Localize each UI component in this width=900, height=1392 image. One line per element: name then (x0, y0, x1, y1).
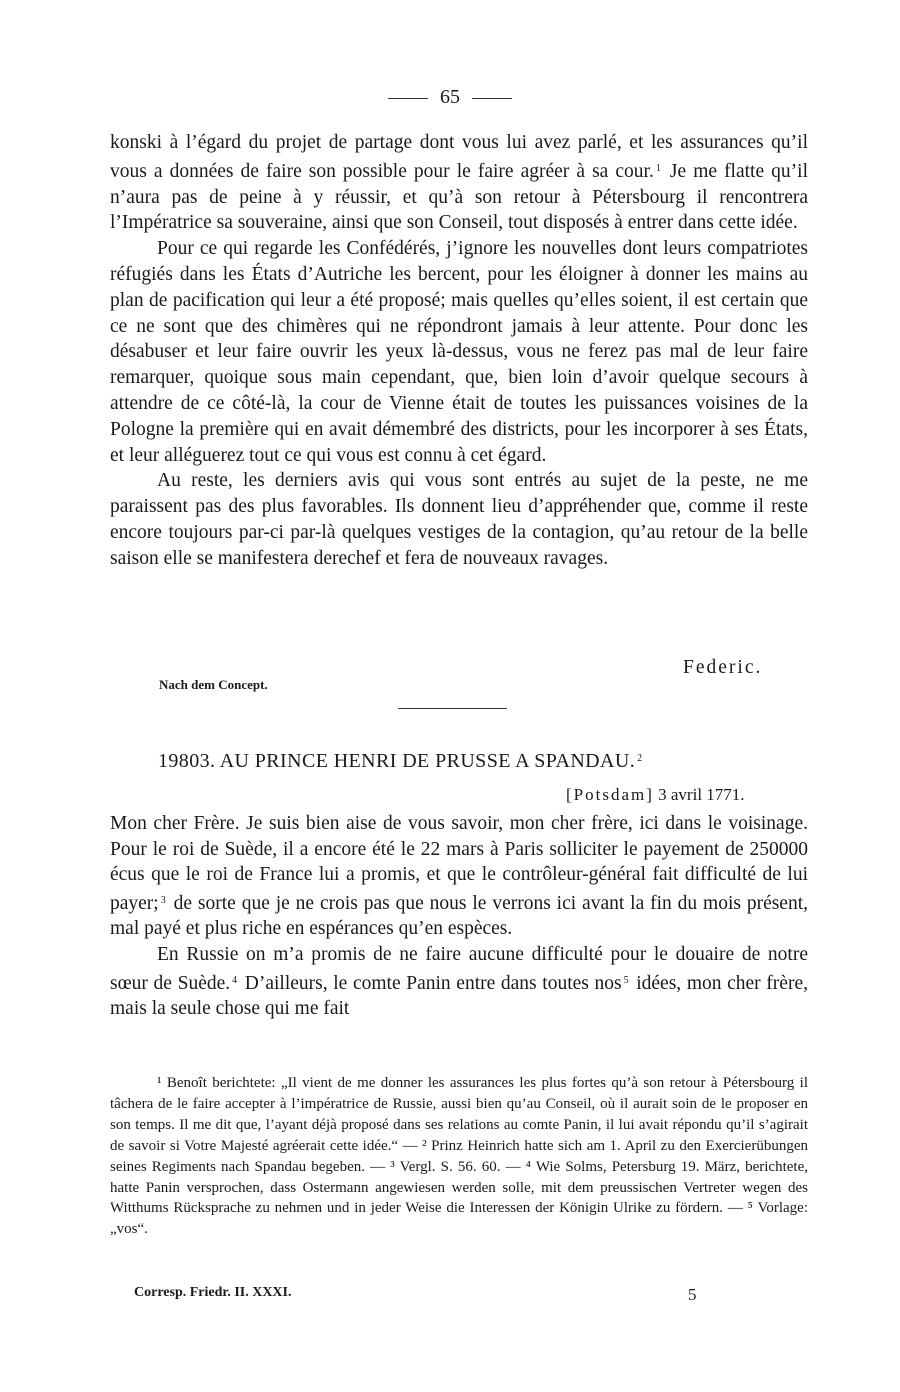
header-rule-left (388, 98, 428, 99)
paragraph (110, 811, 808, 942)
paragraph: Au reste, les derniers avis qui vous sont entrés au sujet de la peste, ne me paraissent pas des plus favorables. Ils donnent lieu d’appréhender que, comme il reste encore toujours par-ci par-là quelques vestiges de la contagion, qu’au retour de la belle saison elle se manifestera derechef et fera de nouveaux ravages. (110, 470, 808, 569)
letter-continuation (110, 130, 808, 572)
signature-mark: 5 (688, 1285, 697, 1304)
date-place: [Potsdam] (566, 785, 654, 804)
footnote-ref: 3 (160, 894, 166, 906)
paragraph-text: de sorte que je ne crois pas que nous le verrons ici avant la fin du mois présent, mal payé et plus riche en espérances qu’en espèces. (110, 892, 809, 940)
footnote-ref: 2 (637, 753, 643, 764)
paragraph: Pour ce qui regarde les Confédérés, j’ignore les nouvelles dont leurs compatriotes réfugiés dans les États d’Autriche les bercent, pour les éloigner à donner les mains au plan de pacification qui leur a été proposé; mais quelles qu’elles soient, il est certain que ce ne sont que des chimères qui ne répondront jamais à leur attente. Pour donc les désabuser et leur faire ouvrir les yeux là-dessus, vous ne ferez pas mal de leur faire remarquer, quoique sous main cependant, que, bien loin d’avoir quelque secours à attendre de ce côté-là, la cour de Vienne était de toutes les puissances voisines de la Pologne la première qui en avait démembré des districts, pour les incorporer à ses États, et leur alléguerez tout ce qui vous est connu à cet égard. (110, 238, 808, 466)
footnote-ref: 4 (232, 974, 238, 986)
letter-heading-text: 19803. AU PRINCE HENRI DE PRUSSE A SPANDAU. (158, 750, 636, 772)
source-note: Nach dem Concept. (159, 677, 268, 692)
footer-source: Corresp. Friedr. II. XXXI. (134, 1285, 292, 1300)
section-divider (398, 708, 507, 709)
paragraph-text: konski à l’égard du projet de partage dont vous lui avez parlé, et les assurances qu’il vous a données de faire son possible pour le faire agréer à sa cour. (110, 132, 808, 182)
footnotes (110, 1073, 808, 1240)
letter-body (110, 811, 808, 1022)
letter-heading (158, 750, 645, 773)
letter-dateline (566, 785, 745, 805)
date-day: 3 avril 1771. (658, 785, 745, 804)
page-number: 65 (440, 86, 460, 108)
footnote-ref: 1 (655, 162, 661, 174)
paragraph-text: Je me flatte qu’il n’aura pas de peine à y réussir, et qu’à son retour à Pétersbourg il rencontrera l’Impératrice sa souveraine, ainsi que son Conseil, tout disposés à entrer dans cette idée. (110, 160, 809, 234)
header-rule-right (472, 98, 512, 99)
signature: Federic. (683, 657, 763, 678)
paragraph-text: En Russie on m’a promis de ne faire aucune difficulté pour le douaire de notre sœur de Suède. (110, 943, 808, 994)
paragraph (110, 130, 808, 236)
paragraph-text: idées, mon cher frère, mais la seule chose qui me fait (110, 972, 808, 1020)
paragraph-text: D’ailleurs, le comte Panin entre dans toutes nos (244, 972, 622, 994)
page-header (0, 86, 900, 109)
footnote-ref: 5 (623, 974, 629, 986)
paragraph (110, 942, 808, 1022)
paragraph-text: Mon cher Frère. Je suis bien aise de vous savoir, mon cher frère, ici dans le voisinage. Pour le roi de Suède, il a encore été le 22 mars à Paris solliciter le payement de 250000 écus que le roi de France lui a promis, et que le contrôleur-général fait difficulté de lui payer; (110, 813, 808, 914)
footnotes-text: ¹ Benoît berichtete: „Il vient de me donner les assurances les plus fortes qu’à son retour à Pétersbourg il tâchera de le faire accepter à l’impératrice de Russie, aussi bien qu’au Conseil, où il aurait soin de le proposer en son temps. Il me dit que, l’ayant déjà proposé dans ses relations au comte Panin, il lui avait répondu qu’il s’agirait de savoir si Votre Majesté agréerait cette idée.“ — ² Prinz Heinrich hatte sich am 1. April zu den Exercierübungen seines Regiments nach Spandau begeben. — ³ Vergl. S. 56. 60. — ⁴ Wie Solms, Petersburg 19. März, berichtete, hatte Panin versprochen, dass Ostermann angewiesen werden solle, mit dem preussischen Vertreter wegen des Witthums Rücksprache zu nehmen und in jeder Weise die Interessen der Königin Ulrike zu fördern. — ⁵ Vorlage: „vos“. (110, 1075, 808, 1238)
